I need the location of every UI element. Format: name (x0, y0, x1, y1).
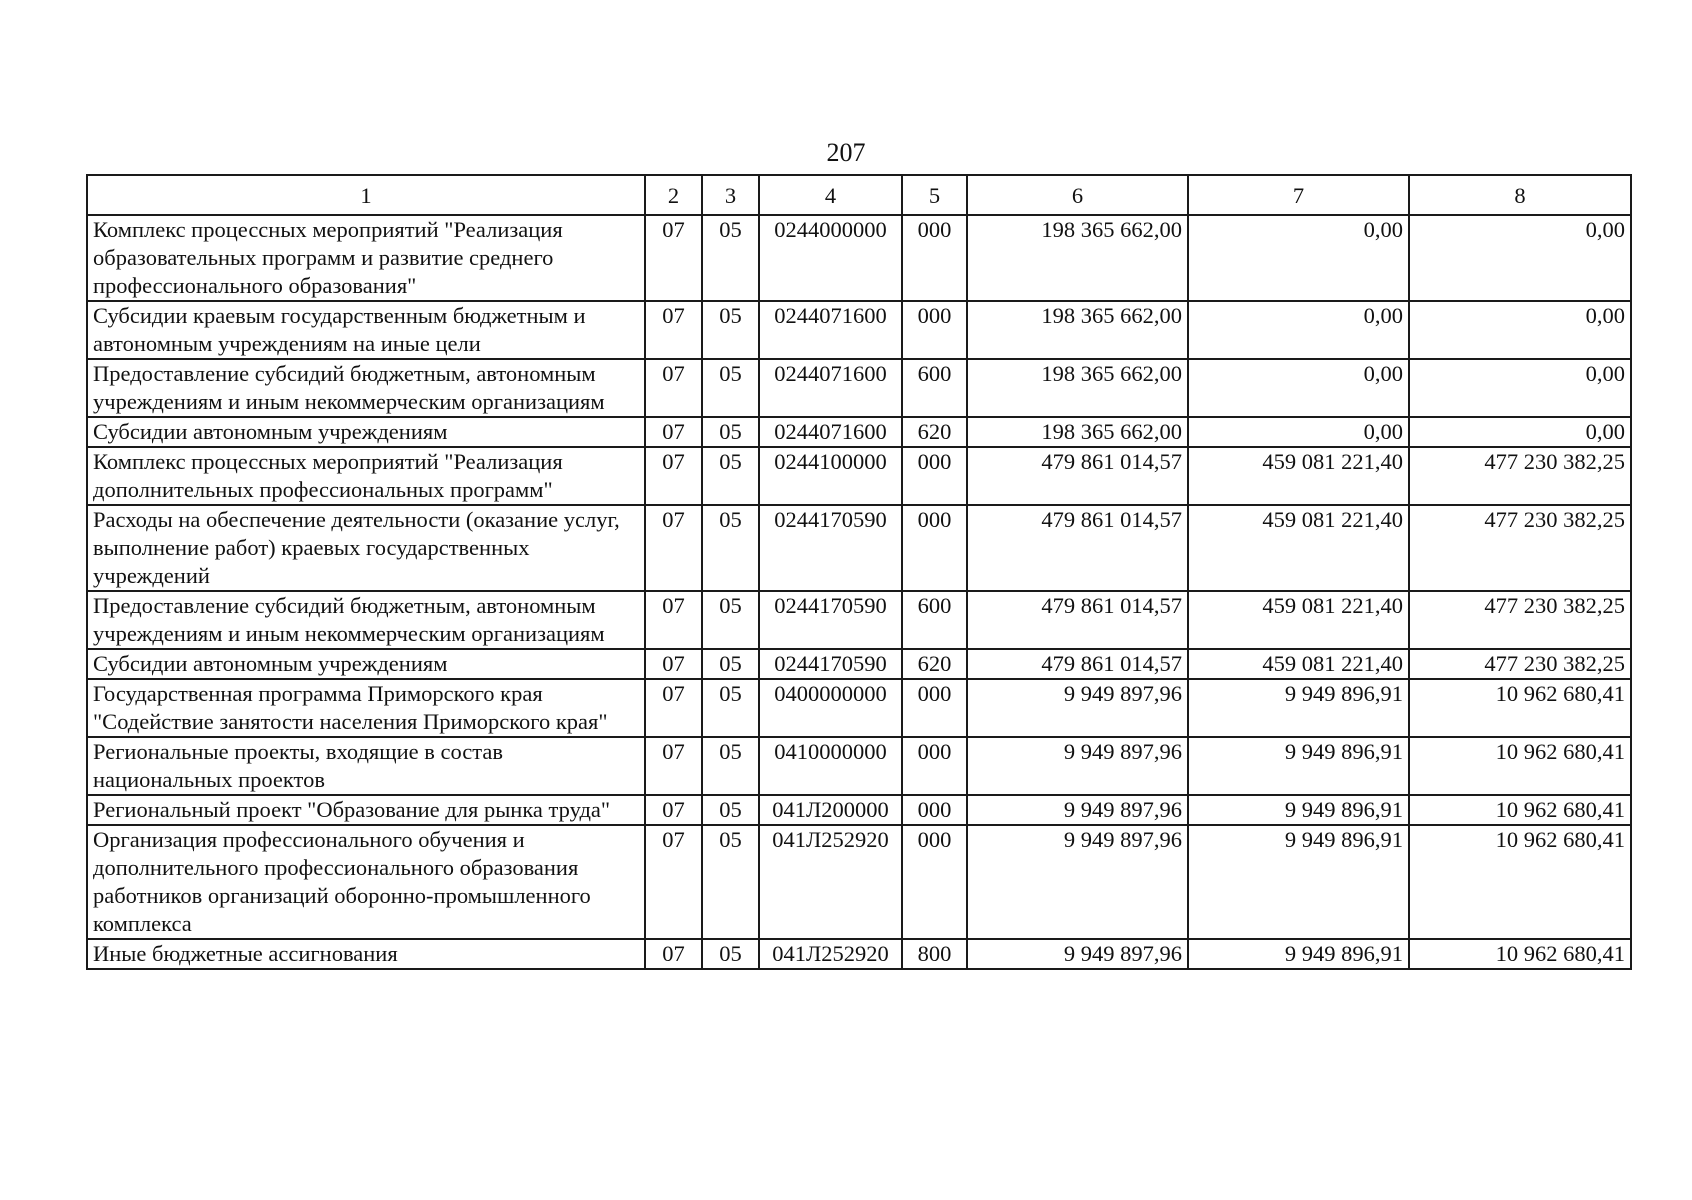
target-article-cell: 0244071600 (759, 417, 902, 447)
table-row (87, 939, 1631, 969)
amount-col7-cell: 459 081 221,40 (1188, 649, 1409, 679)
table-row (87, 737, 1631, 795)
amount-col8-cell: 10 962 680,41 (1409, 795, 1631, 825)
amount-col7-cell: 0,00 (1188, 417, 1409, 447)
amount-col7-cell: 9 949 896,91 (1188, 795, 1409, 825)
amount-col8-cell: 10 962 680,41 (1409, 825, 1631, 939)
target-article-cell: 041Л252920 (759, 825, 902, 939)
amount-col8-cell: 10 962 680,41 (1409, 679, 1631, 737)
amount-col6-cell: 198 365 662,00 (967, 215, 1188, 301)
amount-col7-cell: 0,00 (1188, 359, 1409, 417)
row-name-cell: Государственная программа Приморского края "Содействие занятости населения Приморского края" (87, 679, 645, 737)
row-name-cell: Субсидии автономным учреждениям (87, 417, 645, 447)
subsection-code-cell: 05 (702, 447, 759, 505)
subsection-code-cell: 05 (702, 825, 759, 939)
amount-col6-cell: 479 861 014,57 (967, 591, 1188, 649)
subsection-code-cell: 05 (702, 939, 759, 969)
subsection-code-cell: 05 (702, 301, 759, 359)
budget-table (86, 174, 1632, 970)
expense-type-cell: 000 (902, 301, 967, 359)
row-name-cell: Комплекс процессных мероприятий "Реализация образовательных программ и развитие среднего профессионального образования" (87, 215, 645, 301)
subsection-code-cell: 05 (702, 679, 759, 737)
expense-type-cell: 000 (902, 215, 967, 301)
page-number: 207 (826, 138, 866, 167)
section-code-cell: 07 (645, 417, 702, 447)
amount-col8-cell: 0,00 (1409, 359, 1631, 417)
expense-type-cell: 620 (902, 417, 967, 447)
table-row (87, 679, 1631, 737)
amount-col6-cell: 198 365 662,00 (967, 359, 1188, 417)
section-code-cell: 07 (645, 591, 702, 649)
section-code-cell: 07 (645, 679, 702, 737)
table-header-row (87, 175, 1631, 215)
subsection-code-cell: 05 (702, 649, 759, 679)
amount-col6-cell: 198 365 662,00 (967, 301, 1188, 359)
amount-col8-cell: 10 962 680,41 (1409, 939, 1631, 969)
amount-col7-cell: 9 949 896,91 (1188, 939, 1409, 969)
target-article-cell: 0244170590 (759, 591, 902, 649)
table-row (87, 825, 1631, 939)
column-header: 1 (87, 175, 645, 215)
section-code-cell: 07 (645, 939, 702, 969)
section-code-cell: 07 (645, 505, 702, 591)
subsection-code-cell: 05 (702, 359, 759, 417)
table-row (87, 505, 1631, 591)
amount-col6-cell: 9 949 897,96 (967, 679, 1188, 737)
table-row (87, 301, 1631, 359)
section-code-cell: 07 (645, 795, 702, 825)
table-row (87, 359, 1631, 417)
expense-type-cell: 600 (902, 359, 967, 417)
amount-col7-cell: 0,00 (1188, 215, 1409, 301)
target-article-cell: 0244100000 (759, 447, 902, 505)
target-article-cell: 0244071600 (759, 359, 902, 417)
expense-type-cell: 600 (902, 591, 967, 649)
row-name-cell: Субсидии автономным учреждениям (87, 649, 645, 679)
amount-col8-cell: 10 962 680,41 (1409, 737, 1631, 795)
row-name-cell: Предоставление субсидий бюджетным, автономным учреждениям и иным некоммерческим организациям (87, 591, 645, 649)
column-header: 5 (902, 175, 967, 215)
expense-type-cell: 000 (902, 795, 967, 825)
amount-col8-cell: 477 230 382,25 (1409, 649, 1631, 679)
expense-type-cell: 620 (902, 649, 967, 679)
amount-col7-cell: 9 949 896,91 (1188, 737, 1409, 795)
row-name-cell: Организация профессионального обучения и дополнительного профессионального образования работников организаций оборонно-промышленного комплекса (87, 825, 645, 939)
row-name-cell: Расходы на обеспечение деятельности (оказание услуг, выполнение работ) краевых государственных учреждений (87, 505, 645, 591)
table-row (87, 417, 1631, 447)
amount-col7-cell: 0,00 (1188, 301, 1409, 359)
amount-col6-cell: 9 949 897,96 (967, 939, 1188, 969)
section-code-cell: 07 (645, 215, 702, 301)
table-row (87, 591, 1631, 649)
row-name-cell: Предоставление субсидий бюджетным, автономным учреждениям и иным некоммерческим организациям (87, 359, 645, 417)
amount-col6-cell: 479 861 014,57 (967, 505, 1188, 591)
table-row (87, 795, 1631, 825)
table-body (87, 215, 1631, 969)
expense-type-cell: 000 (902, 737, 967, 795)
column-header: 8 (1409, 175, 1631, 215)
row-name-cell: Региональные проекты, входящие в состав национальных проектов (87, 737, 645, 795)
column-header: 2 (645, 175, 702, 215)
amount-col6-cell: 479 861 014,57 (967, 447, 1188, 505)
subsection-code-cell: 05 (702, 417, 759, 447)
amount-col6-cell: 9 949 897,96 (967, 737, 1188, 795)
subsection-code-cell: 05 (702, 737, 759, 795)
target-article-cell: 0410000000 (759, 737, 902, 795)
section-code-cell: 07 (645, 447, 702, 505)
amount-col7-cell: 9 949 896,91 (1188, 825, 1409, 939)
row-name-cell: Комплекс процессных мероприятий "Реализация дополнительных профессиональных программ" (87, 447, 645, 505)
column-header: 6 (967, 175, 1188, 215)
section-code-cell: 07 (645, 737, 702, 795)
subsection-code-cell: 05 (702, 215, 759, 301)
amount-col7-cell: 9 949 896,91 (1188, 679, 1409, 737)
table-row (87, 447, 1631, 505)
amount-col8-cell: 477 230 382,25 (1409, 591, 1631, 649)
target-article-cell: 0244071600 (759, 301, 902, 359)
amount-col6-cell: 198 365 662,00 (967, 417, 1188, 447)
amount-col8-cell: 477 230 382,25 (1409, 505, 1631, 591)
amount-col6-cell: 9 949 897,96 (967, 825, 1188, 939)
amount-col7-cell: 459 081 221,40 (1188, 591, 1409, 649)
table-row (87, 215, 1631, 301)
amount-col7-cell: 459 081 221,40 (1188, 447, 1409, 505)
row-name-cell: Региональный проект "Образование для рынка труда" (87, 795, 645, 825)
table-row (87, 649, 1631, 679)
amount-col7-cell: 459 081 221,40 (1188, 505, 1409, 591)
target-article-cell: 0244170590 (759, 649, 902, 679)
expense-type-cell: 000 (902, 679, 967, 737)
column-header: 3 (702, 175, 759, 215)
target-article-cell: 0400000000 (759, 679, 902, 737)
section-code-cell: 07 (645, 649, 702, 679)
target-article-cell: 041Л200000 (759, 795, 902, 825)
amount-col8-cell: 477 230 382,25 (1409, 447, 1631, 505)
target-article-cell: 0244170590 (759, 505, 902, 591)
row-name-cell: Субсидии краевым государственным бюджетным и автономным учреждениям на иные цели (87, 301, 645, 359)
expense-type-cell: 000 (902, 825, 967, 939)
target-article-cell: 0244000000 (759, 215, 902, 301)
expense-type-cell: 000 (902, 505, 967, 591)
target-article-cell: 041Л252920 (759, 939, 902, 969)
subsection-code-cell: 05 (702, 505, 759, 591)
amount-col6-cell: 479 861 014,57 (967, 649, 1188, 679)
column-header: 7 (1188, 175, 1409, 215)
amount-col8-cell: 0,00 (1409, 417, 1631, 447)
amount-col8-cell: 0,00 (1409, 301, 1631, 359)
expense-type-cell: 800 (902, 939, 967, 969)
amount-col8-cell: 0,00 (1409, 215, 1631, 301)
section-code-cell: 07 (645, 359, 702, 417)
subsection-code-cell: 05 (702, 795, 759, 825)
row-name-cell: Иные бюджетные ассигнования (87, 939, 645, 969)
subsection-code-cell: 05 (702, 591, 759, 649)
amount-col6-cell: 9 949 897,96 (967, 795, 1188, 825)
section-code-cell: 07 (645, 301, 702, 359)
section-code-cell: 07 (645, 825, 702, 939)
column-header: 4 (759, 175, 902, 215)
expense-type-cell: 000 (902, 447, 967, 505)
